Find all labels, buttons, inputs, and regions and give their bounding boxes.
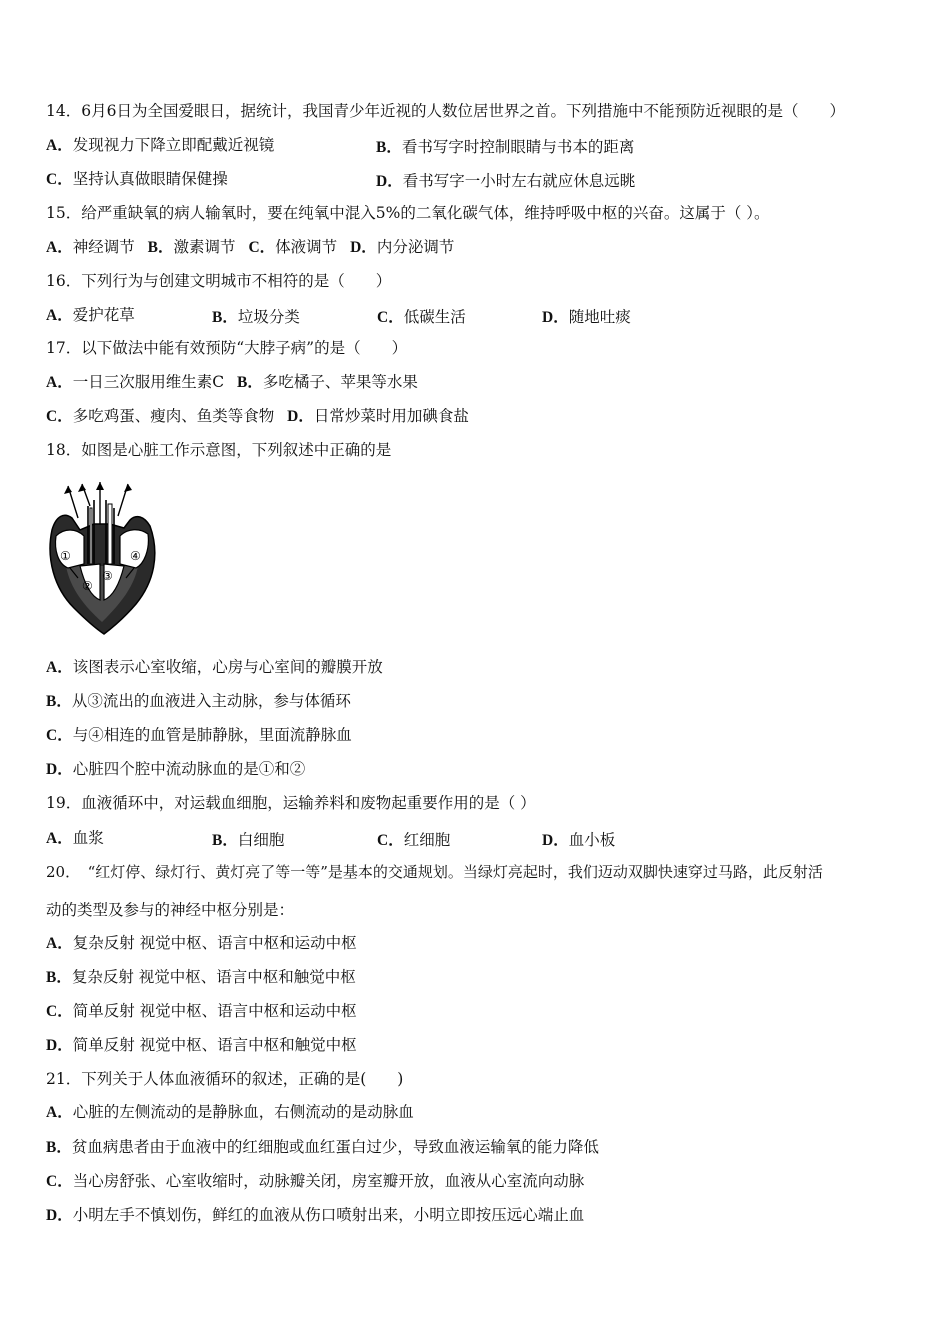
q16-option-a bbox=[46, 305, 135, 326]
option-text: 血小板 bbox=[568, 831, 616, 849]
option-label: C． bbox=[377, 309, 404, 326]
option-text: 小明左手不慎划伤，鲜红的血液从伤口喷射出来，小明立即按压远心端止血 bbox=[72, 1206, 585, 1224]
option-label: B． bbox=[46, 693, 72, 710]
option-label: C． bbox=[46, 1173, 73, 1190]
q18-stem: 18．如图是心脏工作示意图，下列叙述中正确的是 bbox=[46, 441, 392, 459]
q17-option-d: 日常炒菜时用加碘食盐 bbox=[313, 407, 469, 425]
option-text: 发现视力下降立即配戴近视镜 bbox=[72, 136, 275, 154]
option-label: A． bbox=[46, 1104, 73, 1121]
q21-option-c bbox=[46, 1171, 584, 1192]
q18-option-c bbox=[46, 725, 352, 746]
option-label: D． bbox=[542, 832, 569, 849]
q19-option-a bbox=[46, 828, 104, 849]
option-text: 当心房舒张、心室收缩时，动脉瓣关闭，房室瓣开放，血液从心室流向动脉 bbox=[72, 1172, 585, 1190]
q15-option-d: 内分泌调节 bbox=[376, 238, 455, 256]
q14-option-c bbox=[46, 169, 228, 190]
option-text: 垃圾分类 bbox=[237, 308, 300, 326]
q21-option-a bbox=[46, 1102, 414, 1123]
q20-option-a bbox=[46, 933, 357, 954]
option-label: A． bbox=[46, 307, 73, 324]
heart-label-4: ④ bbox=[130, 549, 141, 563]
q17-options-cd bbox=[46, 406, 469, 427]
option-label: A． bbox=[46, 239, 73, 256]
option-label: B． bbox=[147, 239, 174, 256]
option-label: B． bbox=[237, 374, 263, 391]
option-text: 贫血病患者由于血液中的红细胞或血红蛋白过少，导致血液运输氧的能力降低 bbox=[71, 1138, 599, 1156]
q21-stem: 21．下列关于人体血液循环的叙述，正确的是( ) bbox=[46, 1070, 404, 1088]
q15-option-a: 神经调节 bbox=[72, 238, 135, 256]
q15-option-c: 体液调节 bbox=[275, 238, 338, 256]
option-text: 低碳生活 bbox=[403, 308, 466, 326]
option-text: 随地吐痰 bbox=[568, 308, 631, 326]
q19-stem: 19．血液循环中，对运载血细胞，运输养料和废物起重要作用的是（ ） bbox=[46, 794, 536, 812]
option-label: C． bbox=[46, 727, 73, 744]
option-label: A． bbox=[46, 137, 73, 154]
option-label: A． bbox=[46, 659, 73, 676]
option-text: 简单反射 视觉中枢、语言中枢和触觉中枢 bbox=[72, 1036, 357, 1054]
option-label: D． bbox=[542, 309, 569, 326]
q18-option-b bbox=[46, 691, 351, 712]
option-text: 看书写字时控制眼睛与书本的距离 bbox=[401, 138, 635, 156]
option-label: B． bbox=[46, 1139, 72, 1156]
q19-option-d bbox=[542, 828, 615, 850]
option-label: C． bbox=[46, 171, 73, 188]
option-text: 该图表示心室收缩，心房与心室间的瓣膜开放 bbox=[72, 658, 383, 676]
option-label: D． bbox=[46, 761, 73, 778]
q14-stem: 14．6月6日为全国爱眼日，据统计，我国青少年近视的人数位居世界之首。下列措施中不能预防近视眼的是（ ） bbox=[46, 102, 845, 120]
option-label: C． bbox=[46, 1003, 73, 1020]
option-label: C． bbox=[248, 239, 276, 256]
q16-stem: 16．下列行为与创建文明城市不相符的是（ ） bbox=[46, 272, 392, 290]
q20-option-d bbox=[46, 1035, 357, 1056]
q14-option-d bbox=[376, 169, 635, 191]
q18-option-d bbox=[46, 759, 305, 780]
option-label: A． bbox=[46, 935, 73, 952]
option-text: 看书写字一小时左右就应休息远眺 bbox=[402, 172, 636, 190]
option-label: D． bbox=[46, 1037, 73, 1054]
q14-option-a bbox=[46, 135, 274, 156]
option-text: 与④相连的血管是肺静脉，里面流静脉血 bbox=[72, 726, 352, 744]
heart-label-1: ① bbox=[60, 549, 71, 563]
q17-stem: 17．以下做法中能有效预防“大脖子病”的是（ ） bbox=[46, 339, 408, 357]
option-text: 坚持认真做眼睛保健操 bbox=[72, 170, 228, 188]
q20-stem: 20． “红灯停、绿灯行、黄灯亮了等一等”是基本的交通规划。当绿灯亮起时，我们迈动双脚快速穿过马路，此反射活 bbox=[46, 863, 823, 881]
option-text: 爱护花草 bbox=[72, 306, 135, 324]
q17-option-a: 一日三次服用维生素C bbox=[72, 373, 225, 391]
q16-option-c bbox=[377, 305, 466, 327]
q20-stem-continued: 动的类型及参与的神经中枢分别是： bbox=[46, 901, 295, 919]
q16-option-d bbox=[542, 305, 631, 327]
option-label: B． bbox=[46, 969, 72, 986]
option-label: D． bbox=[350, 239, 377, 256]
option-label: C． bbox=[377, 832, 404, 849]
option-text: 心脏四个腔中流动脉血的是①和② bbox=[72, 760, 306, 778]
q19-option-b bbox=[212, 828, 284, 850]
q19-option-c bbox=[377, 828, 450, 850]
q15-stem: 15．给严重缺氧的病人输氧时，要在纯氧中混入5%的二氧化碳气体，维持呼吸中枢的兴奋。这属于（ ）。 bbox=[46, 204, 770, 222]
option-text: 心脏的左侧流动的是静脉血，右侧流动的是动脉血 bbox=[72, 1103, 414, 1121]
option-label: D． bbox=[287, 408, 314, 425]
option-label: D． bbox=[46, 1207, 73, 1224]
q21-option-b bbox=[46, 1137, 599, 1158]
q17-option-b: 多吃橘子、苹果等水果 bbox=[262, 373, 418, 391]
option-label: A． bbox=[46, 830, 73, 847]
q16-option-b bbox=[212, 305, 300, 327]
option-text: 从③流出的血液进入主动脉，参与体循环 bbox=[71, 692, 351, 710]
option-text: 简单反射 视觉中枢、语言中枢和运动中枢 bbox=[72, 1002, 357, 1020]
q15-option-b: 激素调节 bbox=[173, 238, 236, 256]
heart-label-2: ② bbox=[82, 579, 93, 593]
q17-option-c: 多吃鸡蛋、瘦肉、鱼类等食物 bbox=[72, 407, 275, 425]
q15-options bbox=[46, 237, 454, 258]
q20-option-c bbox=[46, 1001, 357, 1022]
q17-options-ab bbox=[46, 372, 418, 393]
option-text: 复杂反射 视觉中枢、语言中枢和触觉中枢 bbox=[71, 968, 356, 986]
q20-option-b bbox=[46, 967, 356, 988]
q21-option-d bbox=[46, 1205, 584, 1226]
heart-diagram bbox=[44, 478, 160, 636]
option-text: 复杂反射 视觉中枢、语言中枢和运动中枢 bbox=[72, 934, 357, 952]
option-label: D． bbox=[376, 173, 403, 190]
option-label: B． bbox=[212, 309, 238, 326]
option-label: C． bbox=[46, 408, 73, 425]
q18-option-a bbox=[46, 657, 383, 678]
option-label: B． bbox=[376, 139, 402, 156]
option-text: 白细胞 bbox=[237, 831, 285, 849]
heart-label-3: ③ bbox=[102, 569, 113, 583]
option-label: B． bbox=[212, 832, 238, 849]
option-text: 血浆 bbox=[72, 829, 104, 847]
q14-option-b bbox=[376, 135, 634, 157]
option-label: A． bbox=[46, 374, 73, 391]
option-text: 红细胞 bbox=[403, 831, 451, 849]
